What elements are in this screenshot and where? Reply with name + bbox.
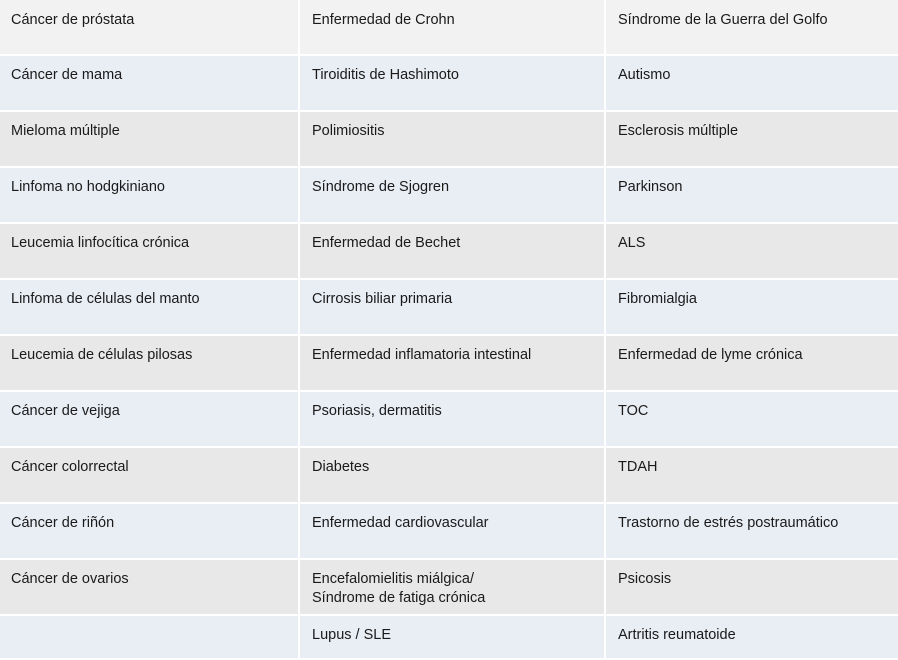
table-cell: Esclerosis múltiple [606,112,898,168]
table-cell: ALS [606,224,898,280]
table-cell: Síndrome de la Guerra del Golfo [606,0,898,56]
table-cell: Cáncer colorrectal [0,448,300,504]
table-cell: Cáncer de ovarios [0,560,300,616]
table-cell: Leucemia linfocítica crónica [0,224,300,280]
table-cell: Artritis reumatoide [606,616,898,660]
table-cell: Cáncer de mama [0,56,300,112]
table-cell: Mieloma múltiple [0,112,300,168]
table-cell: Enfermedad de Crohn [300,0,606,56]
table-cell: TOC [606,392,898,448]
table-cell: Cáncer de vejiga [0,392,300,448]
table-cell: Enfermedad cardiovascular [300,504,606,560]
table-cell: Psoriasis, dermatitis [300,392,606,448]
table-cell: Síndrome de Sjogren [300,168,606,224]
table-cell: Leucemia de células pilosas [0,336,300,392]
table-cell: Fibromialgia [606,280,898,336]
table-cell: Encefalomielitis miálgica/ Síndrome de fatiga crónica [300,560,606,616]
table-cell: Psicosis [606,560,898,616]
table-cell: Polimiositis [300,112,606,168]
table-cell: Cirrosis biliar primaria [300,280,606,336]
table-cell [0,616,300,660]
table-cell: Trastorno de estrés postraumático [606,504,898,560]
table-cell: Linfoma no hodgkiniano [0,168,300,224]
table-cell: Cáncer de riñón [0,504,300,560]
table-cell: Diabetes [300,448,606,504]
table-cell: Cáncer de próstata [0,0,300,56]
table-cell: Enfermedad inflamatoria intestinal [300,336,606,392]
table-cell: Enfermedad de Bechet [300,224,606,280]
table-cell: Parkinson [606,168,898,224]
table-cell: Lupus / SLE [300,616,606,660]
table-cell: Enfermedad de lyme crónica [606,336,898,392]
table-cell: Tiroiditis de Hashimoto [300,56,606,112]
table-cell: TDAH [606,448,898,504]
table-cell: Linfoma de células del manto [0,280,300,336]
table-cell: Autismo [606,56,898,112]
